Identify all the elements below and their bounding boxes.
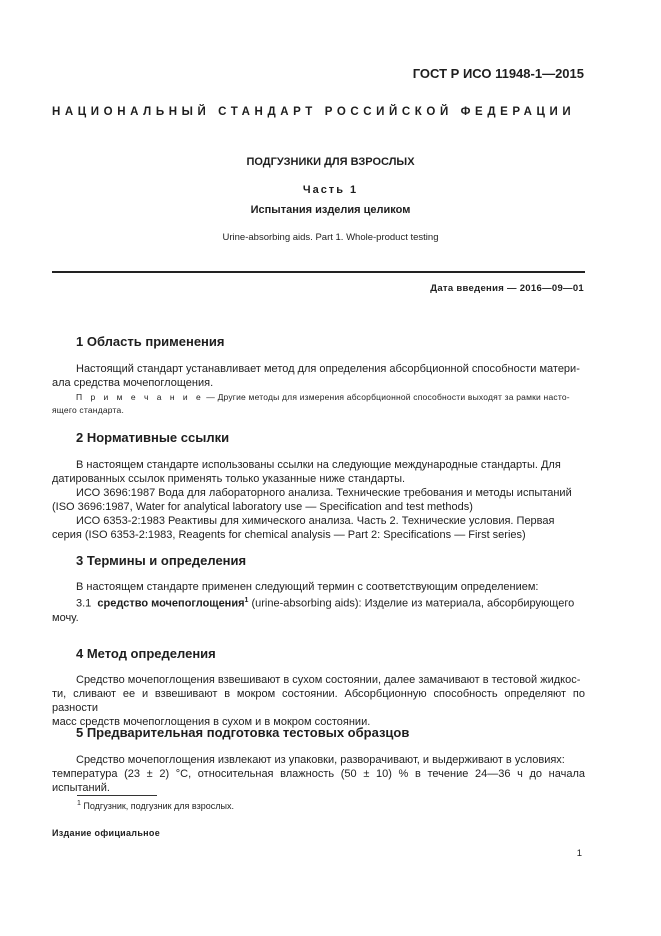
- term-number: 3.1: [76, 597, 92, 610]
- section-2-heading: 2 Нормативные ссылки: [76, 430, 230, 445]
- section-1-paragraph: Настоящий стандарт устанавливает метод для определения абсорбционной способности матери- ала средства мочепоглощения.: [52, 363, 580, 389]
- english-title: Urine-absorbing aids. Part 1. Whole-product testing: [222, 232, 439, 243]
- footnote-divider: [77, 795, 157, 796]
- introduction-date: Дата введения — 2016—09—01: [430, 283, 584, 294]
- term-name: средство мочепоглощения: [97, 597, 245, 610]
- document-subtitle: Испытания изделия целиком: [250, 204, 411, 216]
- footnote: $^1$ Подгузник, подгузник для взрослых.: [77, 800, 234, 811]
- national-standard-banner: НАЦИОНАЛЬНЫЙ СТАНДАРТ РОССИЙСКОЙ ФЕДЕРАЦИИ: [52, 106, 576, 118]
- section-3-paragraph: В настоящем стандарте применен следующий термин с соответствующим определением: 3.1 средство мочепоглощения$^1$ (urine-absorbing aids): Изделие из материала, абсорбирующего мочу.: [52, 581, 575, 624]
- section-5-heading: 5 Предварительная подготовка тестовых образцов: [76, 725, 410, 740]
- section-3-heading: 3 Термины и определения: [76, 553, 247, 568]
- footnote-ref: 1: [244, 597, 249, 604]
- document-title: ПОДГУЗНИКИ ДЛЯ ВЗРОСЛЫХ: [246, 156, 415, 168]
- section-2-paragraph: В настоящем стандарте использованы ссылки на следующие международные стандарты. Для датированных ссылок применять только указанные ниже стандарты. ИСО 3696:1987 Вода для лабораторного анализа. Технические требования и методы испытаний (ISO 3696:1987, Water for analytical laboratory use — Specification and test methods) ИСО 6353-2:1983 Реактивы для химического анализа. Часть 2. Технические условия. Первая серия (ISO 6353-2:1983, Reagents for chemical analysis — Part 2: Specifications — First series): [52, 459, 572, 541]
- section-4-paragraph: Средство мочепоглощения взвешивают в сухом состоянии, далее замачивают в тестовой жидкос- ти, сливают ее и взвешивают в мокром состоянии. Абсорбционную способность определяют по разности масс средств мочепоглощения в сухом и в мокром состоянии.: [52, 674, 585, 728]
- section-5-paragraph: Средство мочепоглощения извлекают из упаковки, разворачивают, и выдерживают в условиях: температура (23 ± 2) °С, относительная влажность (50 ± 10) % в течение 24—36 ч до начала испытаний.: [52, 754, 585, 794]
- page-number: 1: [576, 848, 582, 859]
- standard-code: ГОСТ Р ИСО 11948-1—2015: [412, 66, 584, 81]
- title-divider: [52, 271, 585, 273]
- section-1-note: П р и м е ч а н и е — Другие методы для измерения абсорбционной способности выходят за рамки насто- ящего стандарта.: [52, 392, 570, 415]
- section-4-heading: 4 Метод определения: [76, 646, 216, 661]
- official-edition-label: Издание официальное: [52, 828, 161, 838]
- section-1-heading: 1 Область применения: [76, 334, 225, 349]
- part-label: Часть 1: [302, 184, 359, 196]
